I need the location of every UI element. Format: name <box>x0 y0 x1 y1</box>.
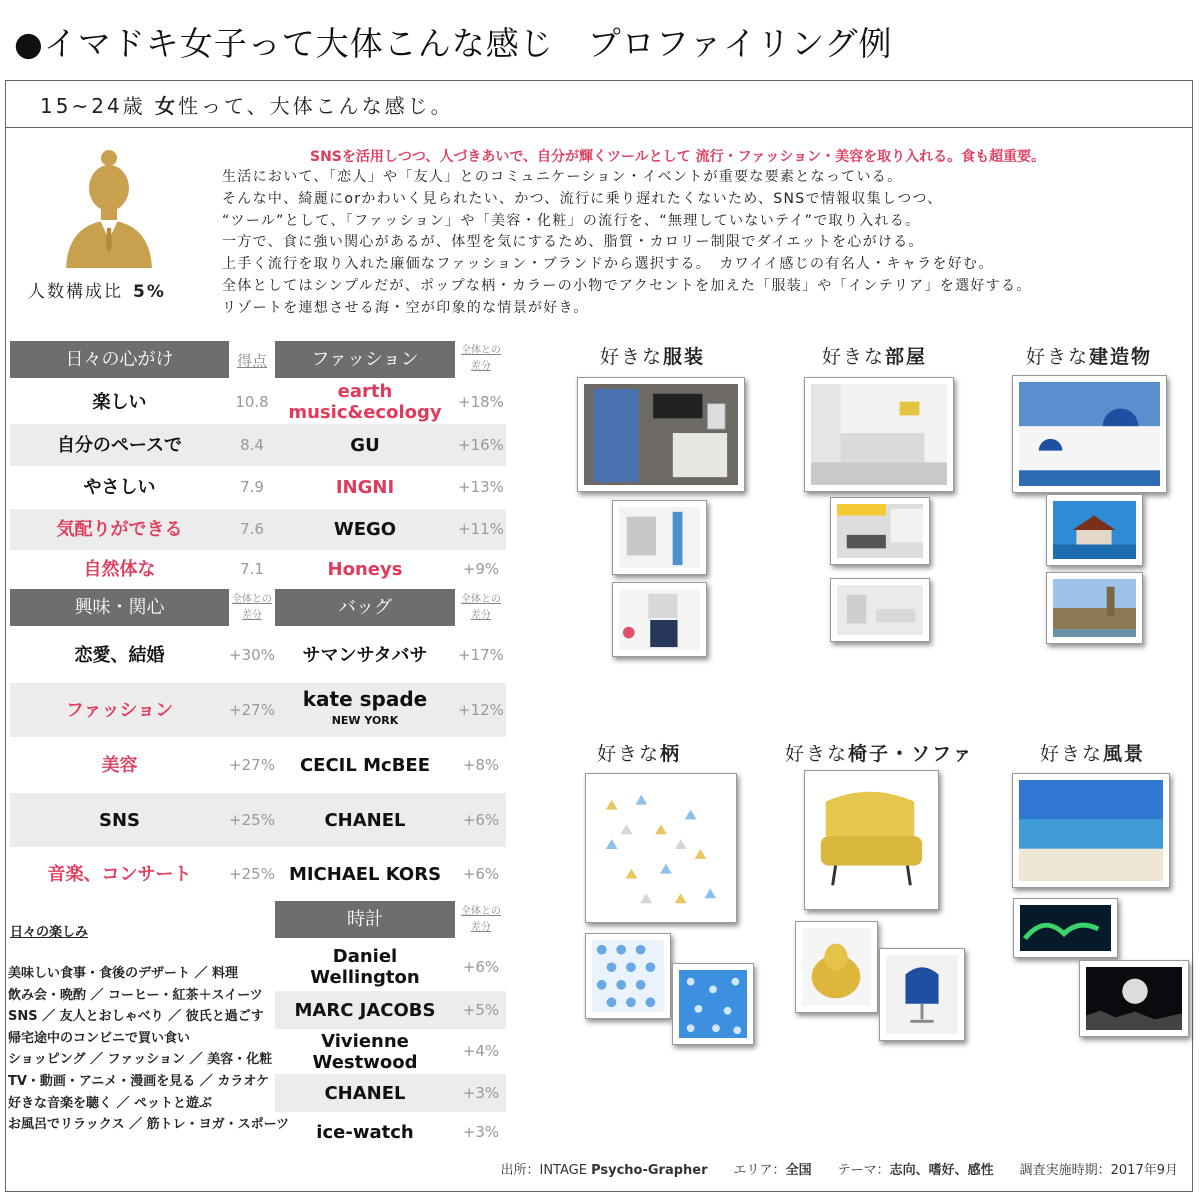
interest-diff: +30% <box>229 645 275 664</box>
description-line: 上手く流行を取り入れた廉価なファッション・ブランドから選択する。 カワイイ感じの有名人・キャラを好む。 <box>222 256 994 273</box>
watch-diff: +3% <box>462 1083 500 1102</box>
interest-diff: +25% <box>229 864 275 883</box>
list-item: ショッピング ／ ファッション ／ 美容・化粧 <box>8 1052 273 1068</box>
bag-brand: CHANEL <box>324 809 406 831</box>
daily-score: 8.4 <box>240 435 264 454</box>
description-line: “ツール”として、「ファッション」や「美容・化粧」の流行を、“無理していないテイ”で取り入れる。 <box>222 212 921 229</box>
watch-diff-header: 全体との 差分 <box>461 906 501 933</box>
watch-header: 時計 <box>275 901 455 938</box>
fashion-diff: +18% <box>458 392 504 411</box>
bag-diff: +6% <box>462 864 500 883</box>
daily-item: 自然体な <box>83 559 156 580</box>
fashion-brand: Honeys <box>327 559 403 580</box>
scenery-photo <box>1012 773 1170 888</box>
bag-diff: +12% <box>458 700 504 719</box>
profile-lead: SNSを活用しつつ、人づきあいで、自分が輝くツールとして 流行・ファッション・美容を取り入れる。食も超重要。 <box>310 149 1046 165</box>
person-icon <box>64 148 154 268</box>
building-photo <box>1046 494 1143 566</box>
description-line: 生活において、「恋人」や「友人」とのコミュニケーション・イベントが重要な要素となっている。 <box>222 169 903 185</box>
list-item: SNS ／ 友人とおしゃべり ／ 彼氏と過ごす <box>8 1009 264 1025</box>
interest-diff: +27% <box>229 755 275 774</box>
watch-diff: +4% <box>462 1042 500 1060</box>
watch-brand: ice-watch <box>316 1121 414 1143</box>
daily-item: 楽しい <box>92 391 147 413</box>
fashion-brand: WEGO <box>333 519 397 540</box>
pattern-photo <box>672 963 754 1045</box>
fav-room-title: 好きな部屋 <box>822 346 928 368</box>
interest-item: 恋愛、結婚 <box>74 644 165 666</box>
fashion-diff: +13% <box>458 478 504 496</box>
fashion-brand: earth music&ecology <box>288 381 442 423</box>
watch-diff: +6% <box>462 957 500 976</box>
bag-header: バッグ <box>275 589 455 626</box>
description-line: そんな中、綺麗にorかわいく見られたい、かつ、流行に乗り遅れたくないため、SNSで情報収集しつつ、 <box>222 190 943 207</box>
watch-brand: Vivienne Westwood <box>312 1030 418 1073</box>
fashion-brand: GU <box>350 434 380 456</box>
footer-source: 出所：INTAGE Psycho-Grapher エリア：全国 テーマ：志向、嗜好、感性 調査実施時期：2017年9月 <box>500 1163 1178 1178</box>
list-item: 飲み会・晩酌 ／ コーヒー・紅茶＋スイーツ <box>8 987 263 1003</box>
pattern-photo <box>585 933 671 1019</box>
interest-item: 音楽、コンサート <box>47 863 192 885</box>
clothes-photo <box>612 500 707 575</box>
bag-diff: +6% <box>462 810 500 829</box>
fashion-header: ファッション <box>275 341 455 378</box>
bag-diff: +17% <box>458 645 504 664</box>
chair-photo <box>795 921 878 1013</box>
watch-diff: +5% <box>462 1000 500 1019</box>
bag-brand: CECIL McBEE <box>299 754 431 776</box>
watch-brand: MARC JACOBS <box>294 999 436 1021</box>
watch-brand: CHANEL <box>324 1082 406 1104</box>
pattern-photo <box>585 773 737 923</box>
list-item: 美味しい食事・食後のデザート ／ 料理 <box>8 966 239 981</box>
chair-photo <box>804 770 939 910</box>
interest-item: SNS <box>99 809 140 831</box>
fashion-diff-header: 全体との 差分 <box>461 345 501 372</box>
description-line: 全体としてはシンプルだが、ポップな柄・カラーの小物でアクセントを加えた「服装」や「インテリア」を選好する。 <box>222 277 1032 294</box>
description-line: リゾートを連想させる海・空が印象的な情景が好き。 <box>222 299 589 316</box>
daily-score: 7.6 <box>240 520 264 538</box>
daily-score: 7.9 <box>240 478 264 496</box>
building-photo <box>1046 572 1143 644</box>
daily-score: 7.1 <box>240 560 264 578</box>
interest-diff: +25% <box>229 810 275 829</box>
scenery-photo <box>1013 898 1118 958</box>
room-photo <box>830 497 930 565</box>
chair-photo <box>879 948 965 1041</box>
list-item: 好きな音楽を聴く ／ ペットと遊ぶ <box>8 1095 213 1111</box>
description-line: 一方で、食に強い関心があるが、体型を気にするため、脂質・カロリー制限でダイエットを心がける。 <box>222 234 924 251</box>
page-title: ●イマドキ女子って大体こんな感じ プロファイリング例 <box>14 24 893 63</box>
fav-pattern-title: 好きな柄 <box>597 743 682 765</box>
list-item: お風呂でリラックス ／ 筋トレ・ヨガ・スポーツ <box>8 1117 290 1133</box>
interest-diff-header: 全体との 差分 <box>232 594 272 621</box>
fav-chair-title: 好きな椅子・ソファ <box>785 743 974 765</box>
room-photo <box>804 377 954 492</box>
interest-item: 美容 <box>101 754 138 776</box>
interest-diff: +27% <box>229 700 275 719</box>
interest-item: ファッション <box>65 699 174 721</box>
list-item: TV・動画・アニメ・漫画を見る ／ カラオケ <box>8 1073 270 1089</box>
enjoyment-list <box>8 963 289 1136</box>
fav-clothes-title: 好きな服装 <box>600 346 706 368</box>
fashion-diff: +9% <box>462 560 500 578</box>
bag-diff-header: 全体との 差分 <box>461 594 501 621</box>
clothes-photo <box>612 582 707 657</box>
list-item: 帰宅途中のコンビニで買い食い <box>8 1030 191 1046</box>
enjoyment-title: 日々の楽しみ <box>10 925 89 940</box>
bag-brand: MICHAEL KORS <box>288 863 442 885</box>
fashion-brand: INGNI <box>335 477 395 498</box>
building-photo <box>1012 375 1167 493</box>
daily-item: 自分のペースで <box>56 434 183 456</box>
daily-item: 気配りができる <box>56 519 183 540</box>
daily-item: やさしい <box>83 477 156 498</box>
fashion-diff: +16% <box>458 435 504 454</box>
bag-brand: サマンサタバサ <box>302 644 428 666</box>
fav-scenery-title: 好きな風景 <box>1040 743 1146 765</box>
composition-ratio: 人数構成比 5% <box>28 282 166 302</box>
watch-brand: Daniel Wellington <box>310 946 420 988</box>
clothes-photo <box>577 377 745 492</box>
scenery-photo <box>1079 960 1189 1037</box>
daily-header: 日々の心がけ <box>10 341 229 378</box>
bag-diff: +8% <box>462 755 500 774</box>
interest-header: 興味・関心 <box>10 589 229 626</box>
fav-building-title: 好きな建造物 <box>1026 346 1153 368</box>
score-header: 得点 <box>236 352 267 370</box>
bag-brand: kate spade NEW YORK <box>302 687 428 727</box>
room-photo <box>830 578 930 642</box>
fashion-diff: +11% <box>458 520 504 538</box>
profile-headline: 15~24歳 女性って、大体こんな感じ。 <box>40 94 454 118</box>
watch-diff: +3% <box>462 1122 500 1141</box>
daily-score: 10.8 <box>235 392 269 411</box>
profile-description <box>222 167 1032 320</box>
